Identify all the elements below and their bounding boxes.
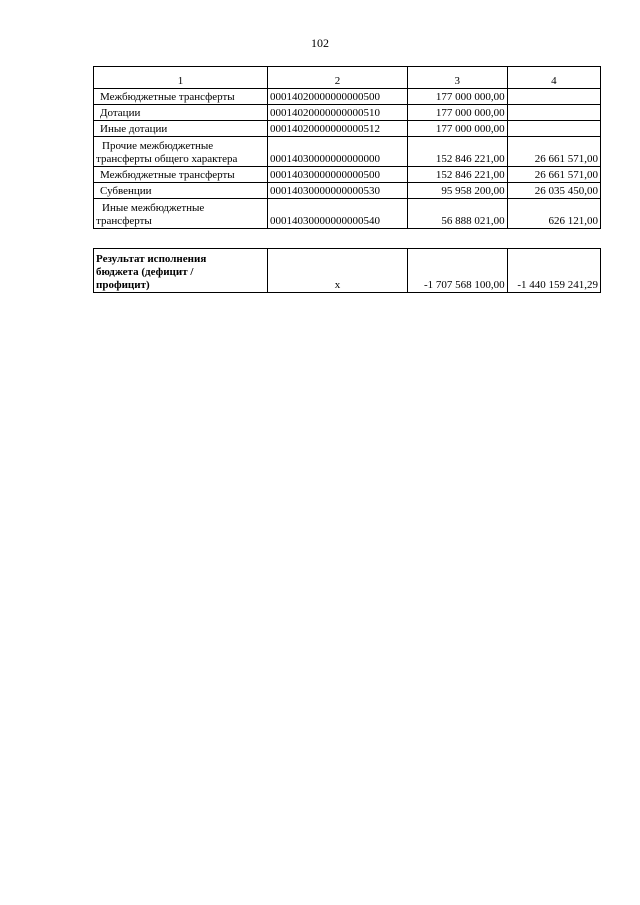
table-row xyxy=(94,121,601,137)
row-col3: 152 846 221,00 xyxy=(407,137,507,167)
row-name xyxy=(94,137,268,167)
row-col4: 626 121,00 xyxy=(507,199,600,229)
row-name-line: Иные межбюджетные xyxy=(102,202,205,214)
row-name-line: Прочие межбюджетные xyxy=(102,140,214,152)
row-name: Иные дотации xyxy=(94,121,268,137)
result-code: x xyxy=(267,249,407,293)
result-name-line: профицит) xyxy=(96,279,150,291)
header-col-3: 3 xyxy=(407,67,507,89)
table-row xyxy=(94,199,601,229)
result-name-line: бюджета (дефицит / xyxy=(96,266,194,278)
row-name-line: трансферты общего характера xyxy=(96,153,238,165)
row-col4 xyxy=(507,89,600,105)
budget-table xyxy=(93,66,601,229)
row-col4: 26 035 450,00 xyxy=(507,183,600,199)
row-col4: 26 661 571,00 xyxy=(507,137,600,167)
table-row xyxy=(94,105,601,121)
result-col3: -1 707 568 100,00 xyxy=(407,249,507,293)
row-code: 00014030000000000500 xyxy=(267,167,407,183)
row-name: Межбюджетные трансферты xyxy=(94,167,268,183)
row-col3: 177 000 000,00 xyxy=(407,89,507,105)
row-name: Субвенции xyxy=(94,183,268,199)
row-col3: 95 958 200,00 xyxy=(407,183,507,199)
header-col-4: 4 xyxy=(507,67,600,89)
result-col4: -1 440 159 241,29 xyxy=(507,249,600,293)
header-col-1: 1 xyxy=(94,67,268,89)
row-code: 00014020000000000512 xyxy=(267,121,407,137)
row-col3: 56 888 021,00 xyxy=(407,199,507,229)
row-col3: 177 000 000,00 xyxy=(407,121,507,137)
result-name-line: Результат исполнения xyxy=(96,253,207,265)
table-header-row xyxy=(94,67,601,89)
row-name-line: трансферты xyxy=(96,215,152,227)
row-col4 xyxy=(507,105,600,121)
result-row xyxy=(94,249,601,293)
page-number: 102 xyxy=(311,36,329,50)
row-col3: 152 846 221,00 xyxy=(407,167,507,183)
table-row xyxy=(94,89,601,105)
table-row xyxy=(94,167,601,183)
row-code: 00014020000000000500 xyxy=(267,89,407,105)
row-code: 00014030000000000000 xyxy=(267,137,407,167)
result-table xyxy=(93,248,601,293)
row-col4 xyxy=(507,121,600,137)
row-name xyxy=(94,199,268,229)
row-name: Межбюджетные трансферты xyxy=(94,89,268,105)
table-row xyxy=(94,183,601,199)
row-col3: 177 000 000,00 xyxy=(407,105,507,121)
row-code: 00014020000000000510 xyxy=(267,105,407,121)
table-row xyxy=(94,137,601,167)
row-code: 00014030000000000530 xyxy=(267,183,407,199)
row-col4: 26 661 571,00 xyxy=(507,167,600,183)
header-col-2: 2 xyxy=(267,67,407,89)
row-code: 00014030000000000540 xyxy=(267,199,407,229)
row-name: Дотации xyxy=(94,105,268,121)
result-name xyxy=(94,249,268,293)
